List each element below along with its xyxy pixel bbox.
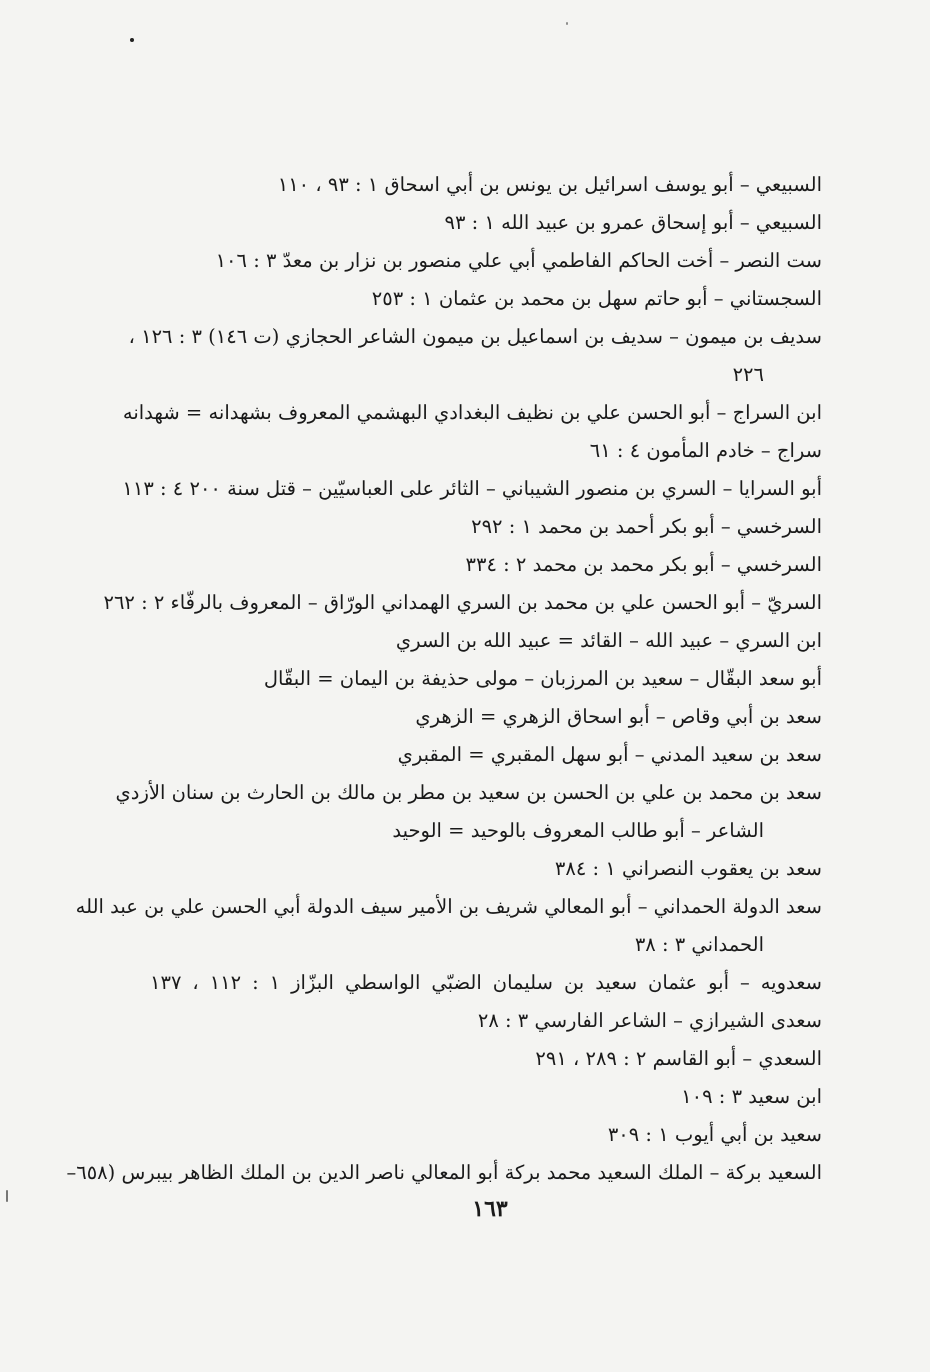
index-entry-continuation: الحمداني ٣ : ٣٨ (634, 933, 764, 956)
scan-speck (566, 22, 568, 25)
index-entry: السرخسي – أبو بكر أحمد بن محمد ١ : ٢٩٢ (471, 515, 822, 538)
index-entry: سعد بن سعيد المدني – أبو سهل المقبري = المقبري (397, 743, 822, 766)
index-entry-continuation: الشاعر – أبو طالب المعروف بالوحيد = الوحيد (392, 819, 764, 842)
index-entry: ابن السراج – أبو الحسن علي بن نظيف البغدادي البهشمي المعروف بشهدانه = شهدانه (122, 401, 822, 424)
index-entry: السعدي – أبو القاسم ٢ : ٢٨٩ ، ٢٩١ (535, 1047, 822, 1070)
index-entry: ابن السري – عبيد الله – القائد = عبيد الله بن السري (395, 629, 822, 652)
page-number: ١٦٣ (472, 1196, 508, 1222)
index-entry: سعد بن أبي وقاص – أبو اسحاق الزهري = الزهري (415, 705, 822, 728)
index-entry: سعدويه – أبو عثمان سعيد بن سليمان الضبّي الواسطي البزّاز ١ : ١١٢ ، ١٣٧ (150, 971, 822, 994)
index-entry: ست النصر – أخت الحاكم الفاطمي أبي علي منصور بن نزار بن معدّ ٣ : ١٠٦ (215, 249, 822, 272)
index-entry: سعد بن محمد بن علي بن الحسن بن سعيد بن مطر بن مالك بن الحارث بن سنان الأزدي (115, 781, 822, 804)
index-entry: سديف بن ميمون – سديف بن اسماعيل بن ميمون الشاعر الحجازي (ت ١٤٦) ٣ : ١٢٦ ، (128, 325, 822, 348)
index-entry: السجستاني – أبو حاتم سهل بن محمد بن عثمان ١ : ٢٥٣ (371, 287, 822, 310)
scan-speck (6, 1190, 8, 1202)
index-entry: السبيعي – أبو يوسف اسرائيل بن يونس بن أبي اسحاق ١ : ٩٣ ، ١١٠ (277, 173, 822, 196)
scan-speck (130, 38, 134, 42)
index-entry: السبيعي – أبو إسحاق عمرو بن عبيد الله ١ : ٩٣ (444, 211, 822, 234)
index-entry: سراج – خادم المأمون ٤ : ٦١ (589, 439, 822, 462)
index-entry: سعدى الشيرازي – الشاعر الفارسي ٣ : ٢٨ (477, 1009, 822, 1032)
index-entry: سعيد بن أبي أيوب ١ : ٣٠٩ (607, 1123, 822, 1146)
index-entry-continuation: ٢٢٦ (732, 363, 764, 386)
index-entry: أبو السرايا – السري بن منصور الشيباني – الثائر على العباسيّين – قتل سنة ٢٠٠ ٤ : ١١٣ (122, 477, 822, 500)
index-entry: السريّ – أبو الحسن علي بن محمد بن السري الهمداني الورّاق – المعروف بالرفّاء ٢ : ٢٦٢ (103, 591, 822, 614)
index-entry: السرخسي – أبو بكر محمد بن محمد ٢ : ٣٣٤ (465, 553, 822, 576)
index-entry: السعيد بركة – الملك السعيد محمد بركة أبو المعالي ناصر الدين بن الملك الظاهر بيبرس (٦٥٨– (66, 1161, 822, 1184)
index-entry: سعد الدولة الحمداني – أبو المعالي شريف بن الأمير سيف الدولة أبي الحسن علي بن عبد الله (75, 895, 822, 918)
index-entry: سعد بن يعقوب النصراني ١ : ٣٨٤ (554, 857, 822, 880)
index-entry: أبو سعد البقّال – سعيد بن المرزبان – مولى حذيفة بن اليمان = البقّال (263, 667, 822, 690)
index-entries (66, 166, 822, 1192)
index-entry: ابن سعيد ٣ : ١٠٩ (681, 1085, 822, 1108)
